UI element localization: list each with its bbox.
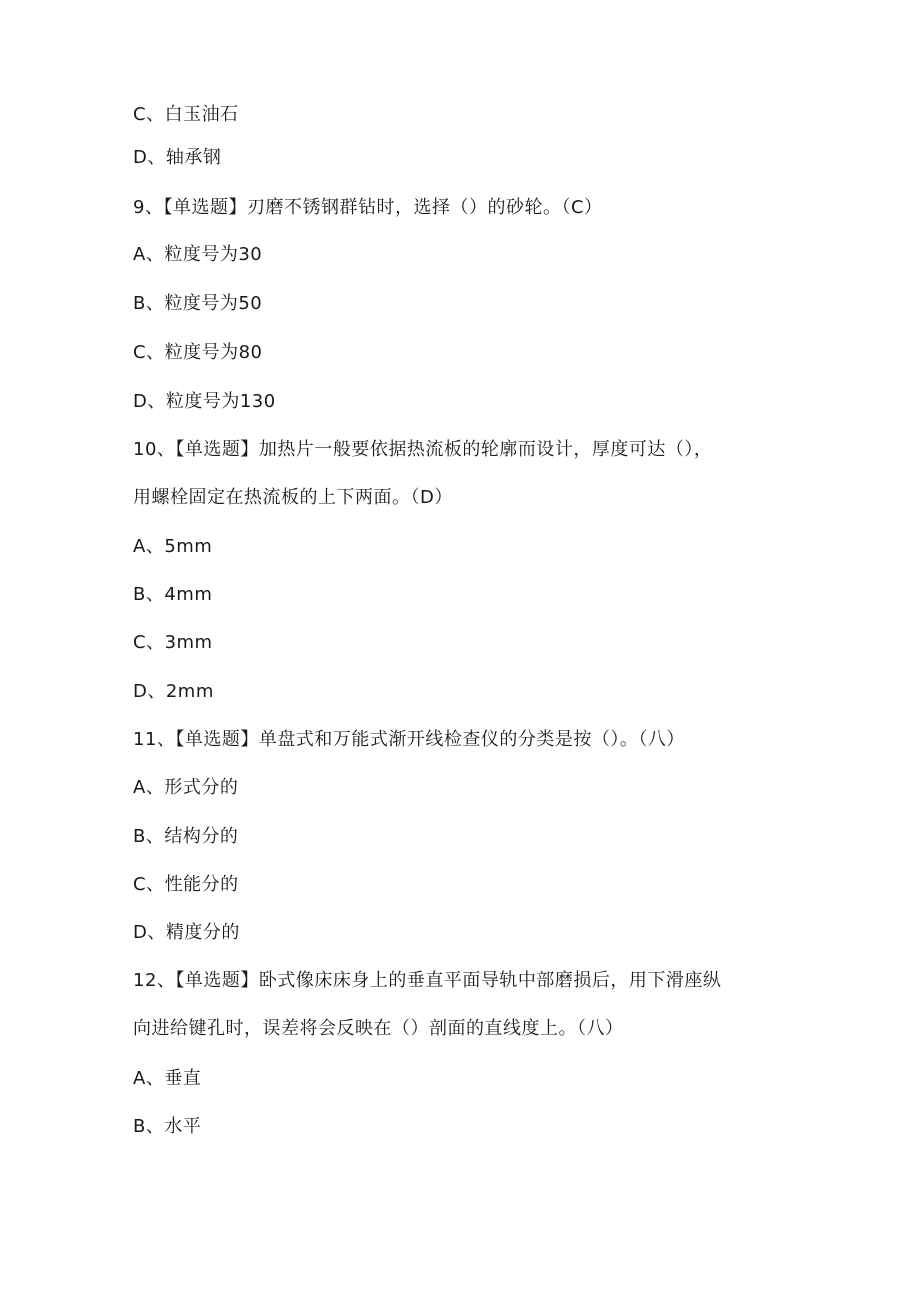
option-line: A、垂直 — [133, 1068, 202, 1089]
option-line: B、水平 — [133, 1116, 202, 1137]
question-line: 10、【单选题】加热片一般要依据热流板的轮廓而设计，厚度可达（）， — [133, 439, 713, 460]
option-line: D、粒度号为130 — [133, 391, 276, 412]
question-line: 用螺栓固定在热流板的上下两面。（D） — [133, 487, 453, 508]
option-line: A、形式分的 — [133, 777, 239, 798]
option-line: C、性能分的 — [133, 874, 239, 895]
question-line: 12、【单选题】卧式像床床身上的垂直平面导轨中部磨损后，用下滑座纵 — [133, 970, 722, 991]
option-line: D、精度分的 — [133, 922, 240, 943]
option-line: B、粒度号为50 — [133, 293, 263, 314]
option-line: C、白玉油石 — [133, 104, 239, 125]
option-line: D、2mm — [133, 681, 214, 702]
option-line: A、粒度号为30 — [133, 244, 263, 265]
option-line: D、轴承钢 — [133, 147, 222, 168]
option-line: C、3mm — [133, 632, 213, 653]
question-line: 11、【单选题】单盘式和万能式渐开线检查仪的分类是按（）。（八） — [133, 729, 685, 750]
question-line: 向进给键孔时，误差将会反映在（）剖面的直线度上。（八） — [133, 1018, 624, 1039]
option-line: B、结构分的 — [133, 826, 239, 847]
option-line: C、粒度号为80 — [133, 342, 263, 363]
option-line: B、4mm — [133, 584, 213, 605]
option-line: A、5mm — [133, 536, 213, 557]
question-line: 9、【单选题】刃磨不锈钢群钻时，选择（）的砂轮。（C） — [133, 197, 603, 218]
